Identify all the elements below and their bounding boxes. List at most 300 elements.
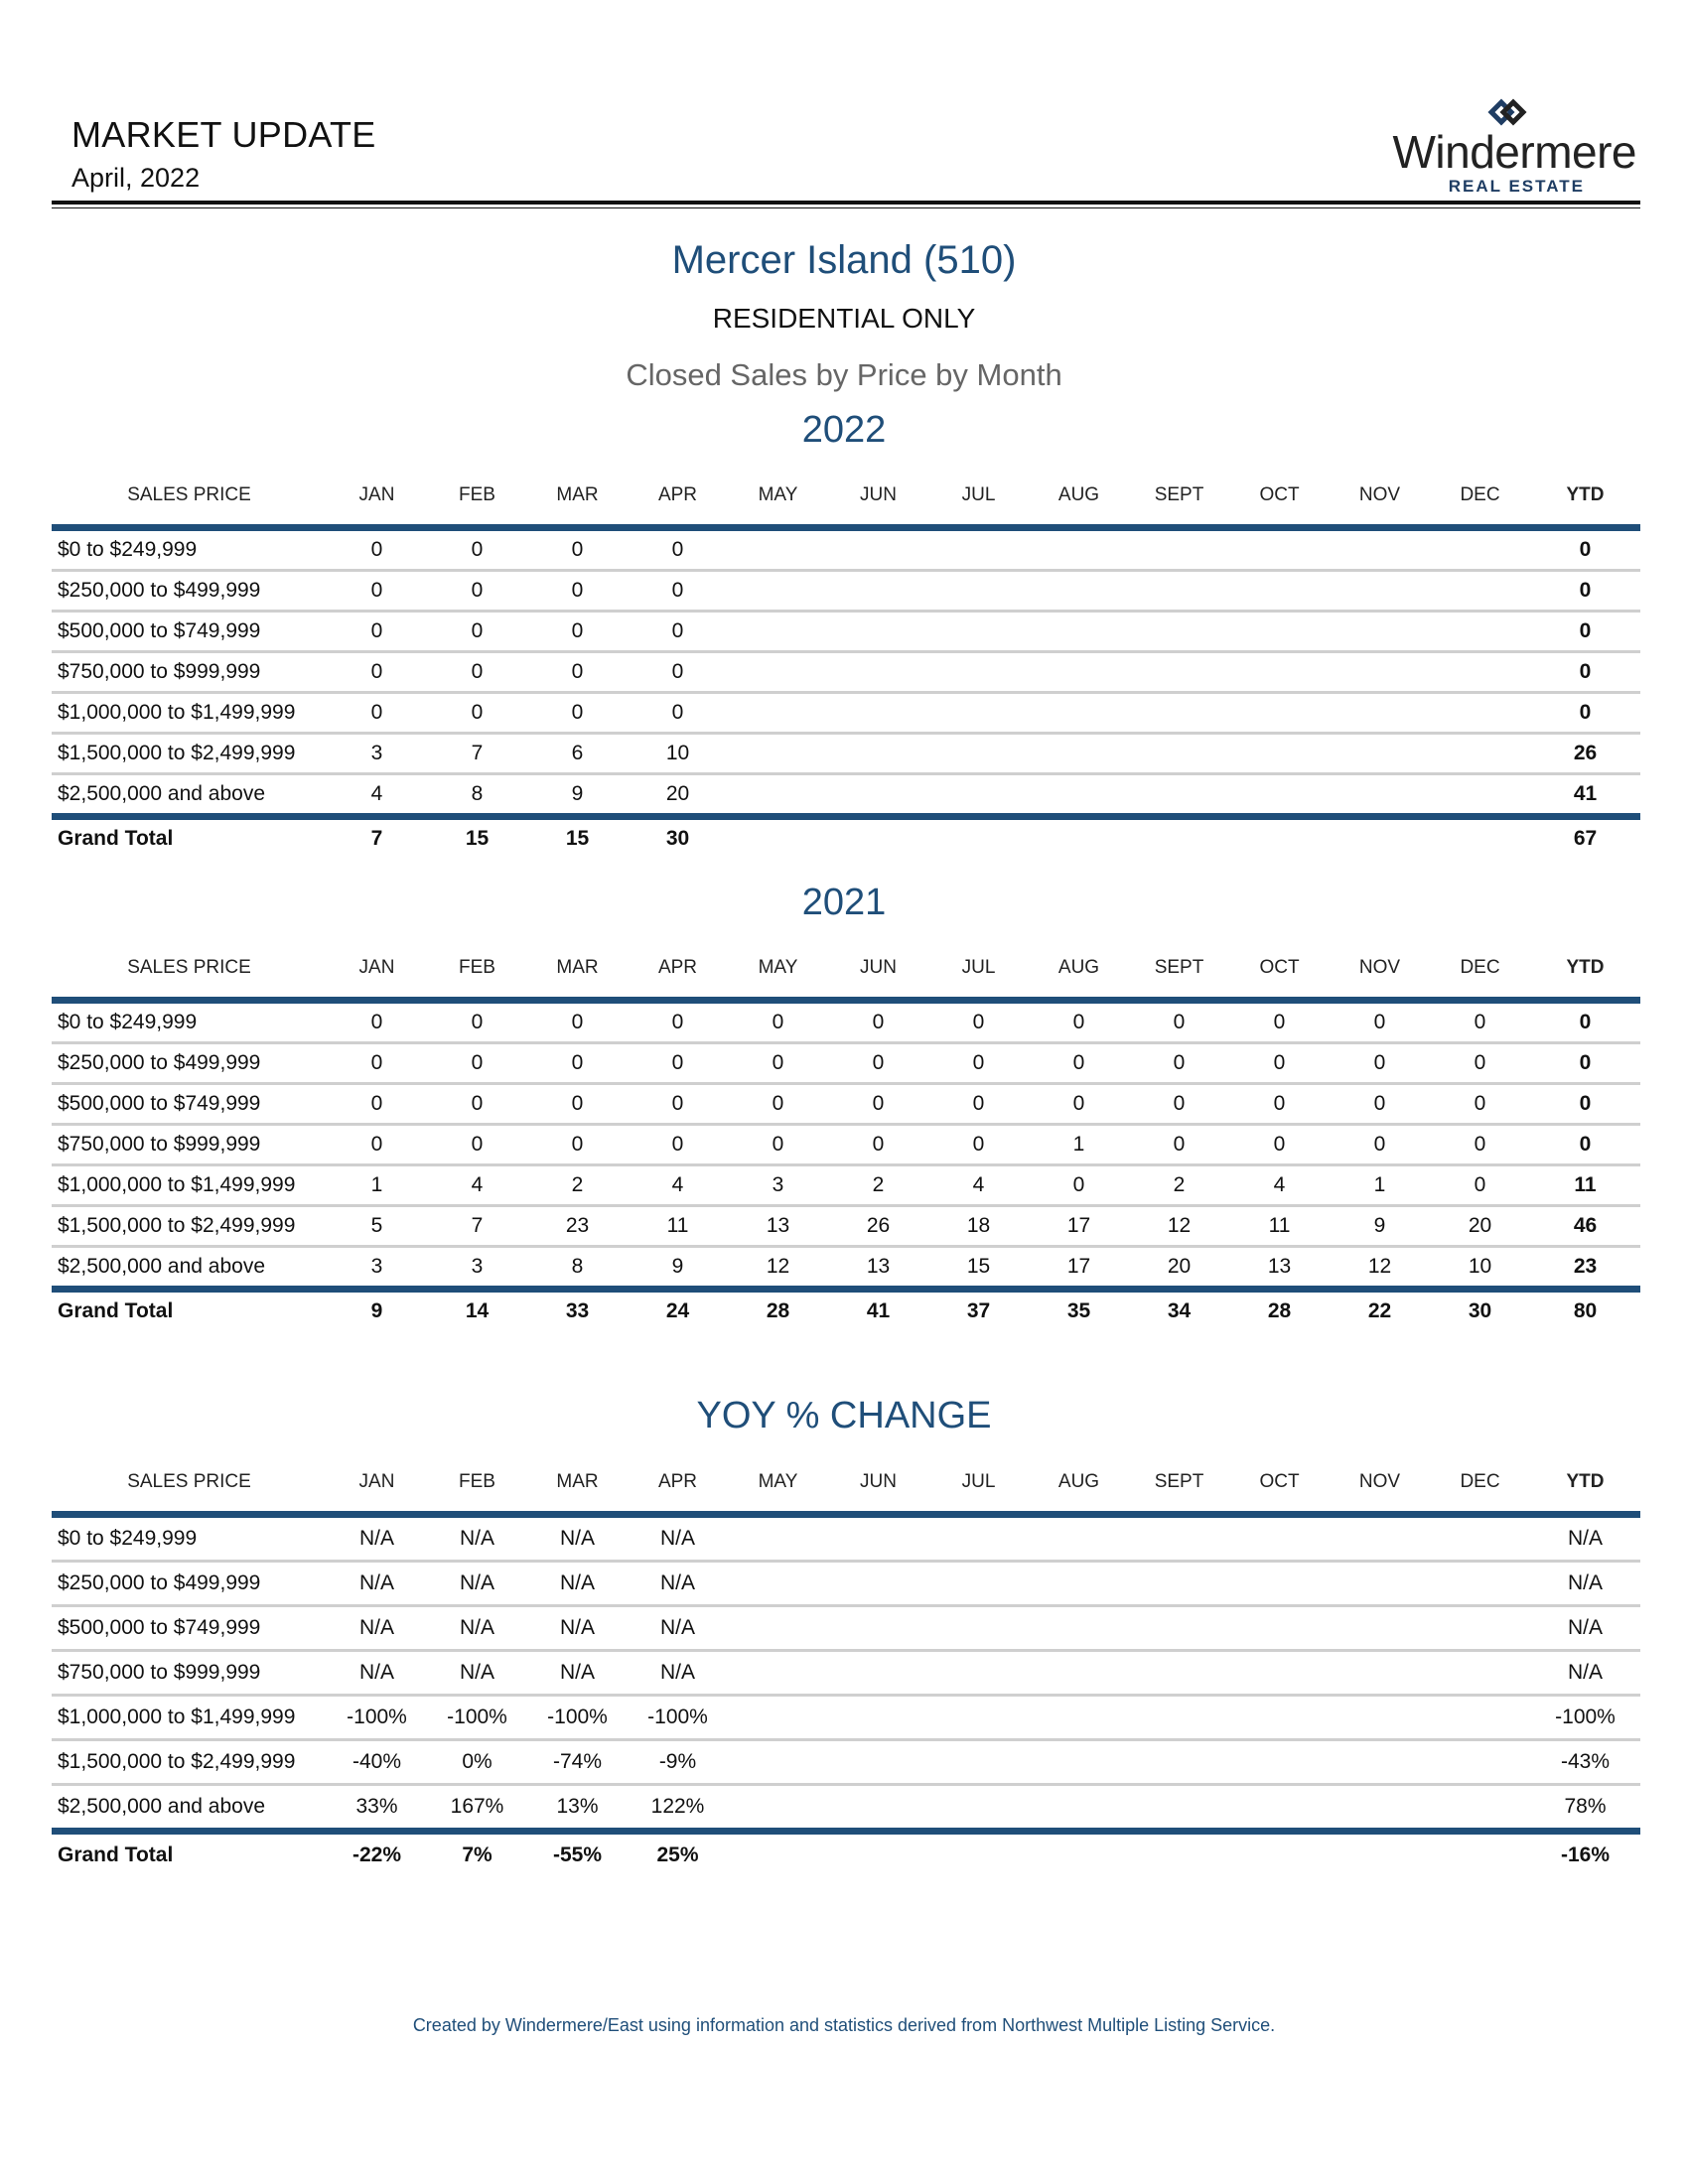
table-cell: N/A — [527, 1515, 628, 1562]
table-row — [52, 1125, 1640, 1165]
sales-table-2021 — [52, 939, 1640, 1330]
table-cell — [828, 652, 928, 693]
header-row — [52, 1453, 1640, 1515]
table-cell — [1330, 571, 1430, 612]
table-cell: N/A — [1530, 1651, 1640, 1696]
table-cell: 0 — [527, 612, 628, 652]
table-cell — [1129, 734, 1229, 774]
table-row — [52, 1206, 1640, 1247]
table-cell: 0 — [1229, 1125, 1330, 1165]
table-cell — [1229, 571, 1330, 612]
table-cell: 26 — [828, 1206, 928, 1247]
table-cell: 3 — [728, 1165, 828, 1206]
table-cell — [1229, 1515, 1330, 1562]
table-cell — [1430, 1515, 1530, 1562]
table-cell: 0 — [1229, 1043, 1330, 1084]
table-cell — [1229, 612, 1330, 652]
table-cell: 0 — [427, 571, 527, 612]
table-cell: 0 — [1430, 1165, 1530, 1206]
table-cell: 0 — [828, 1043, 928, 1084]
table-cell: 0 — [928, 1001, 1029, 1043]
table-cell — [1129, 1606, 1229, 1651]
table-cell — [1330, 612, 1430, 652]
table-cell: 0 — [427, 1043, 527, 1084]
table-cell: 67 — [1573, 827, 1598, 850]
report-date: April, 2022 — [71, 163, 201, 193]
logo-wordmark: Windermere — [1392, 126, 1636, 178]
table-cell: 37 — [966, 1299, 991, 1322]
table-cell: 15 — [565, 827, 590, 850]
table-cell: 0 — [1129, 1001, 1229, 1043]
table-cell: 10 — [628, 734, 728, 774]
table-cell — [928, 1832, 1029, 1877]
table-cell — [1029, 1696, 1129, 1740]
column-header: AUG — [1029, 939, 1129, 1001]
table-cell — [1330, 1606, 1430, 1651]
table-cell — [1430, 1785, 1530, 1832]
windermere-logo — [1368, 95, 1636, 199]
table-cell: 0 — [628, 1001, 728, 1043]
table-cell: -43% — [1530, 1740, 1640, 1785]
table-cell: 0 — [1330, 1043, 1430, 1084]
table-cell: 0 — [728, 1001, 828, 1043]
table-cell — [1029, 652, 1129, 693]
table-cell: 80 — [1573, 1299, 1598, 1322]
table-cell: 7% — [462, 1843, 492, 1866]
table-cell — [1430, 1832, 1530, 1877]
table-cell: 0 — [728, 1125, 828, 1165]
table-cell — [1430, 1696, 1530, 1740]
table-cell: 17 — [1029, 1206, 1129, 1247]
table-cell: -55% — [552, 1843, 603, 1866]
table-title-2021: 2021 — [801, 882, 887, 923]
column-header: APR — [628, 1453, 728, 1515]
table-cell — [928, 612, 1029, 652]
table-cell: 23 — [527, 1206, 628, 1247]
table-cell — [1330, 1562, 1430, 1606]
row-label: $0 to $249,999 — [52, 528, 327, 571]
table-cell: 33 — [565, 1299, 590, 1322]
table-cell — [728, 612, 828, 652]
table-cell: 0 — [928, 1084, 1029, 1125]
table-cell: 0 — [1530, 652, 1640, 693]
table-cell: 11 — [628, 1206, 728, 1247]
column-header: YTD — [1530, 467, 1640, 528]
table-cell: 0 — [1530, 1043, 1640, 1084]
table-cell — [1029, 734, 1129, 774]
table-cell: 0 — [327, 1125, 427, 1165]
table-cell — [1330, 817, 1430, 859]
table-row — [52, 1084, 1640, 1125]
table-cell — [928, 1651, 1029, 1696]
table-cell — [1129, 1785, 1229, 1832]
table-cell: 0 — [327, 528, 427, 571]
table-cell: 0 — [527, 652, 628, 693]
table-cell — [928, 1740, 1029, 1785]
table-cell: 2 — [527, 1165, 628, 1206]
row-label: $750,000 to $999,999 — [52, 1651, 327, 1696]
table-cell: 0 — [1530, 571, 1640, 612]
table-cell: 167% — [427, 1785, 527, 1832]
header-rule — [52, 201, 1640, 205]
windermere-diamond-icon — [1477, 95, 1537, 129]
table-cell: 0 — [1330, 1084, 1430, 1125]
table-cell — [928, 528, 1029, 571]
table-cell — [1229, 734, 1330, 774]
row-label: Grand Total — [58, 1843, 174, 1866]
table-cell: 0 — [1430, 1125, 1530, 1165]
table-cell: 0 — [1029, 1084, 1129, 1125]
table-cell — [1430, 693, 1530, 734]
column-header: JUN — [828, 467, 928, 528]
table-cell — [1129, 528, 1229, 571]
yoy-change-table — [52, 1453, 1640, 1876]
table-cell — [1430, 528, 1530, 571]
table-row — [52, 652, 1640, 693]
table-cell: 30 — [1468, 1299, 1492, 1322]
row-label: Grand Total — [58, 827, 174, 850]
table-cell — [728, 774, 828, 817]
table-cell — [728, 1696, 828, 1740]
column-header: OCT — [1229, 939, 1330, 1001]
table-cell: N/A — [628, 1651, 728, 1696]
column-header: NOV — [1330, 467, 1430, 528]
table-cell — [1330, 774, 1430, 817]
table-cell — [828, 1696, 928, 1740]
table-cell: 23 — [1530, 1247, 1640, 1290]
table-cell: 34 — [1167, 1299, 1192, 1322]
row-label: $750,000 to $999,999 — [52, 652, 327, 693]
table-cell — [1029, 817, 1129, 859]
column-header: SEPT — [1129, 939, 1229, 1001]
logo-subtitle: REAL ESTATE — [1448, 177, 1585, 196]
table-cell — [828, 1651, 928, 1696]
table-cell: 0 — [928, 1043, 1029, 1084]
table-cell: 0 — [427, 1125, 527, 1165]
table-cell — [1330, 1785, 1430, 1832]
table-cell: 35 — [1066, 1299, 1091, 1322]
table-cell: 0 — [527, 528, 628, 571]
column-header: SALES PRICE — [52, 939, 327, 1001]
table-cell: 18 — [928, 1206, 1029, 1247]
table-title-2022: 2022 — [801, 409, 887, 451]
table-cell: 0 — [1430, 1043, 1530, 1084]
table-cell: 0 — [1129, 1084, 1229, 1125]
table-cell: 8 — [427, 774, 527, 817]
row-label: $500,000 to $749,999 — [52, 1606, 327, 1651]
table-cell: 0 — [427, 1084, 527, 1125]
table-cell — [1029, 1832, 1129, 1877]
table-cell: 4 — [1229, 1165, 1330, 1206]
table-cell: N/A — [527, 1606, 628, 1651]
table-cell — [728, 1785, 828, 1832]
table-cell: 0 — [327, 571, 427, 612]
table-cell: 20 — [1129, 1247, 1229, 1290]
table-row — [52, 734, 1640, 774]
column-header: APR — [628, 939, 728, 1001]
table-cell — [828, 1606, 928, 1651]
column-header: SEPT — [1129, 1453, 1229, 1515]
table-cell: 0 — [427, 1001, 527, 1043]
table-cell: 1 — [1330, 1165, 1430, 1206]
table-cell — [1330, 528, 1430, 571]
table-cell: 3 — [327, 734, 427, 774]
table-cell — [828, 571, 928, 612]
table-cell: 1 — [327, 1165, 427, 1206]
table-cell: 15 — [465, 827, 490, 850]
table-cell: 0 — [1530, 612, 1640, 652]
table-cell: 0 — [1530, 1125, 1640, 1165]
table-cell: 2 — [828, 1165, 928, 1206]
table-cell: 0 — [828, 1084, 928, 1125]
table-cell: 12 — [728, 1247, 828, 1290]
table-cell — [928, 1515, 1029, 1562]
table-cell: 17 — [1029, 1247, 1129, 1290]
table-cell — [1229, 1606, 1330, 1651]
column-header: NOV — [1330, 1453, 1430, 1515]
table-cell — [828, 1785, 928, 1832]
table-cell — [1129, 571, 1229, 612]
column-header: NOV — [1330, 939, 1430, 1001]
table-cell: 0 — [1530, 528, 1640, 571]
table-row — [52, 528, 1640, 571]
table-cell — [1129, 1832, 1229, 1877]
table-cell: 0 — [427, 528, 527, 571]
table-cell: 12 — [1129, 1206, 1229, 1247]
table-cell — [1430, 734, 1530, 774]
table-cell — [1129, 612, 1229, 652]
column-header: MAY — [728, 1453, 828, 1515]
table-cell: 0 — [1530, 693, 1640, 734]
table-row — [52, 1606, 1640, 1651]
table-cell: 9 — [628, 1247, 728, 1290]
table-cell: 0 — [527, 571, 628, 612]
column-header: OCT — [1229, 1453, 1330, 1515]
row-label: $0 to $249,999 — [52, 1001, 327, 1043]
table-cell: 0 — [828, 1125, 928, 1165]
column-header: MAY — [728, 939, 828, 1001]
table-cell: N/A — [427, 1606, 527, 1651]
table-cell — [1129, 1740, 1229, 1785]
table-cell — [1129, 1696, 1229, 1740]
table-row — [52, 1165, 1640, 1206]
column-header: DEC — [1430, 1453, 1530, 1515]
row-label: $0 to $249,999 — [52, 1515, 327, 1562]
table-cell — [928, 571, 1029, 612]
table-cell — [1430, 817, 1530, 859]
table-cell: 0 — [427, 652, 527, 693]
table-cell: 0 — [728, 1043, 828, 1084]
table-cell: N/A — [327, 1515, 427, 1562]
row-label: $750,000 to $999,999 — [52, 1125, 327, 1165]
table-cell — [1330, 1696, 1430, 1740]
table-cell — [1029, 571, 1129, 612]
table-cell: N/A — [628, 1606, 728, 1651]
table-cell: -22% — [352, 1843, 402, 1866]
table-cell: 0% — [427, 1740, 527, 1785]
table-row — [52, 1562, 1640, 1606]
table-cell — [1229, 652, 1330, 693]
row-label: $1,000,000 to $1,499,999 — [52, 1696, 327, 1740]
table-cell — [1430, 571, 1530, 612]
table-cell — [1330, 693, 1430, 734]
column-header: OCT — [1229, 467, 1330, 528]
table-cell — [1029, 612, 1129, 652]
row-label: $250,000 to $499,999 — [52, 1043, 327, 1084]
table-cell: 0 — [1330, 1125, 1430, 1165]
column-header: FEB — [427, 939, 527, 1001]
table-cell: -40% — [327, 1740, 427, 1785]
table-cell — [1330, 1832, 1430, 1877]
table-cell: 9 — [370, 1299, 383, 1322]
table-cell — [1029, 693, 1129, 734]
grand-total-row — [52, 817, 1640, 859]
table-cell — [828, 1832, 928, 1877]
table-cell: N/A — [427, 1515, 527, 1562]
table-cell — [828, 734, 928, 774]
table-cell: 0 — [527, 1084, 628, 1125]
table-cell — [1029, 1515, 1129, 1562]
column-header: MAR — [527, 1453, 628, 1515]
table-cell — [928, 774, 1029, 817]
table-cell: 12 — [1330, 1247, 1430, 1290]
table-cell — [728, 1606, 828, 1651]
table-cell: 10 — [1430, 1247, 1530, 1290]
table-cell — [1330, 652, 1430, 693]
table-cell: -100% — [1530, 1696, 1640, 1740]
table-cell: 20 — [1430, 1206, 1530, 1247]
header-row — [52, 939, 1640, 1001]
row-label: $2,500,000 and above — [52, 774, 327, 817]
table-cell: -100% — [327, 1696, 427, 1740]
table-cell — [1430, 1562, 1530, 1606]
column-header: JAN — [327, 467, 427, 528]
table-cell — [1029, 1562, 1129, 1606]
table-cell: 11 — [1229, 1206, 1330, 1247]
column-header: JUL — [928, 1453, 1029, 1515]
table-row — [52, 1740, 1640, 1785]
table-cell — [1229, 1562, 1330, 1606]
table-row — [52, 1001, 1640, 1043]
table-cell: 0 — [1029, 1165, 1129, 1206]
column-header: JUN — [828, 939, 928, 1001]
table-cell — [1430, 1651, 1530, 1696]
table-cell — [928, 734, 1029, 774]
table-cell: 6 — [527, 734, 628, 774]
table-cell — [1129, 1651, 1229, 1696]
table-cell: 0 — [628, 1125, 728, 1165]
table-cell: 0 — [628, 571, 728, 612]
table-cell: 8 — [527, 1247, 628, 1290]
table-cell — [1330, 1651, 1430, 1696]
table-row — [52, 1515, 1640, 1562]
sales-table-2022 — [52, 467, 1640, 858]
table-cell: 41 — [866, 1299, 891, 1322]
table-row — [52, 1043, 1640, 1084]
table-cell: 5 — [327, 1206, 427, 1247]
column-header: APR — [628, 467, 728, 528]
table-cell — [1029, 1651, 1129, 1696]
table-cell: 0 — [1430, 1001, 1530, 1043]
table-cell — [1430, 612, 1530, 652]
table-cell — [1229, 1785, 1330, 1832]
table-cell — [728, 693, 828, 734]
footer-note: Created by Windermere/East using information and statistics derived from Northwest Multiple Listing Service. — [412, 2015, 1276, 2035]
table-cell: 0 — [327, 1084, 427, 1125]
row-label: $1,000,000 to $1,499,999 — [52, 693, 327, 734]
table-cell — [928, 693, 1029, 734]
table-cell: 26 — [1530, 734, 1640, 774]
table-cell: 9 — [527, 774, 628, 817]
table-cell: 33% — [327, 1785, 427, 1832]
table-cell: 0 — [728, 1084, 828, 1125]
table-cell — [728, 571, 828, 612]
table-cell — [728, 734, 828, 774]
table-cell — [1229, 1832, 1330, 1877]
table-cell: 25% — [656, 1843, 699, 1866]
table-row — [52, 693, 1640, 734]
table-cell — [828, 612, 928, 652]
report-title: Closed Sales by Price by Month — [626, 357, 1062, 392]
column-header: DEC — [1430, 467, 1530, 528]
table-row — [52, 1651, 1640, 1696]
table-cell: 13 — [728, 1206, 828, 1247]
table-cell — [828, 1515, 928, 1562]
row-label: $250,000 to $499,999 — [52, 1562, 327, 1606]
column-header: SALES PRICE — [52, 467, 327, 528]
row-label: $1,500,000 to $2,499,999 — [52, 1206, 327, 1247]
table-cell — [1229, 1740, 1330, 1785]
table-cell — [828, 693, 928, 734]
table-cell: 28 — [766, 1299, 790, 1322]
table-row — [52, 571, 1640, 612]
column-header: DEC — [1430, 939, 1530, 1001]
column-header: FEB — [427, 1453, 527, 1515]
row-label: Grand Total — [58, 1299, 174, 1322]
table-cell — [1129, 1562, 1229, 1606]
table-cell — [1029, 774, 1129, 817]
table-cell — [928, 1562, 1029, 1606]
table-cell: 4 — [427, 1165, 527, 1206]
table-cell: 11 — [1530, 1165, 1640, 1206]
header-rule-thin — [52, 207, 1640, 208]
table-cell — [728, 1515, 828, 1562]
table-cell: 24 — [665, 1299, 690, 1322]
table-cell: 0 — [1129, 1043, 1229, 1084]
row-label: $250,000 to $499,999 — [52, 571, 327, 612]
table-cell — [728, 1651, 828, 1696]
table-cell: -100% — [527, 1696, 628, 1740]
table-cell: 0 — [527, 693, 628, 734]
table-cell: -74% — [527, 1740, 628, 1785]
table-cell: 28 — [1267, 1299, 1292, 1322]
table-cell: N/A — [1530, 1606, 1640, 1651]
column-header: SALES PRICE — [52, 1453, 327, 1515]
table-cell: 0 — [527, 1001, 628, 1043]
table-cell — [728, 1562, 828, 1606]
table-cell: 22 — [1367, 1299, 1392, 1322]
table-cell — [828, 774, 928, 817]
column-header: MAR — [527, 939, 628, 1001]
header-row — [52, 467, 1640, 528]
grand-total-row — [52, 1832, 1640, 1877]
table-cell — [928, 1785, 1029, 1832]
table-cell: 0 — [1530, 1001, 1640, 1043]
table-cell: 3 — [427, 1247, 527, 1290]
column-header: JUN — [828, 1453, 928, 1515]
table-cell: 0 — [828, 1001, 928, 1043]
table-cell: 13% — [527, 1785, 628, 1832]
